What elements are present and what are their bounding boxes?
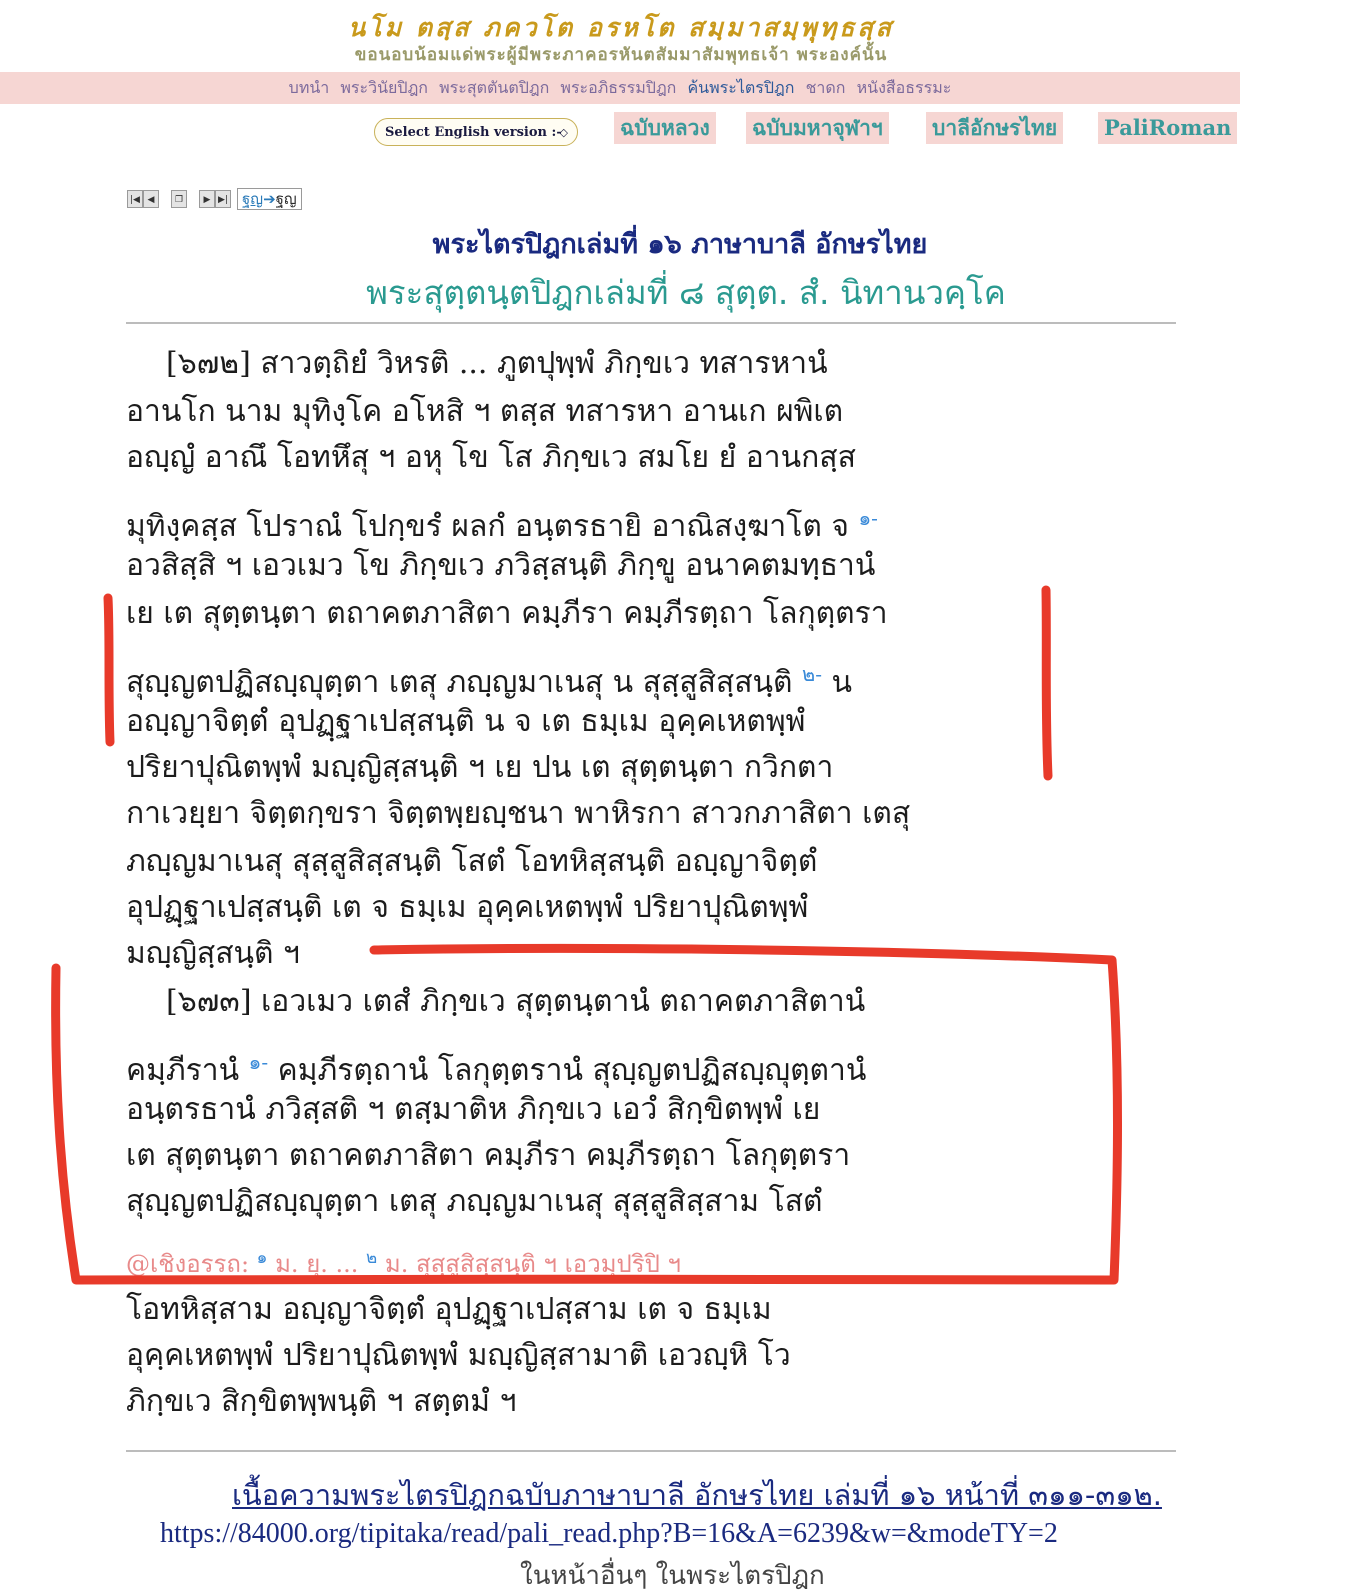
red-bracket-left: [108, 598, 110, 742]
footnote-number-1: ๑: [256, 1248, 268, 1268]
text-line: อวสิสฺสิ ฯ เอวเมว โข ภิกฺขเว ภวิสฺสนฺติ ภิกฺขู อนาคตมทฺธานํ: [126, 548, 876, 583]
chevron-updown-icon: ◇: [559, 126, 568, 139]
text-line: อุคฺคเหตพฺพํ ปริยาปุณิตพฺพํ มญฺญิสฺสามาติ เอวญฺหิ โว: [126, 1338, 791, 1373]
footnote-ref-1[interactable]: ๑-: [858, 506, 878, 530]
text-line: สุญฺญตปฏิสญฺญุตฺตา เตสุ ภญฺญมาเนสุ สุสฺสูสิสฺสาม โสตํ: [126, 1184, 823, 1219]
footnote-ref-2[interactable]: ๒-: [802, 662, 822, 686]
text-line: กาเวยฺยา จิตฺตกฺขรา จิตฺตพฺยญฺชนา พาหิรกา สาวกภาสิตา เตสุ: [126, 796, 911, 831]
text-line: อนฺตรธานํ ภวิสฺสติ ฯ ตสฺมาติห ภิกฺขเว เอวํ สิกฺขิตพฺพํ เย: [126, 1092, 821, 1127]
footnote-text-1: ม. ยุ. ...: [275, 1250, 359, 1278]
nav-suttanta[interactable]: พระสุตตันตปิฎก: [439, 78, 550, 97]
text-line: [๖๗๒] สาวตฺถิยํ วิหรติ ... ภูตปุพฺพํ ภิกฺขเว ทสารหานํ: [166, 346, 828, 381]
footnote-label: @เชิงอรรถ:: [126, 1250, 250, 1278]
nav-intro[interactable]: บทนำ: [288, 78, 330, 97]
text-segment: มุทิงฺคสฺส โปราณํ โปกฺขรํ ผลกํ อนฺตรธายิ อาณิสงฺฆาโต จ: [126, 509, 849, 544]
text-line: อานโก นาม มุทิงฺโค อโหสิ ฯ ตสฺส ทสารหา อานเก ผพิเต: [126, 394, 844, 429]
text-line: [126, 1042, 1126, 1091]
edition-pali-roman[interactable]: PaliRoman: [1098, 112, 1237, 144]
cut-off-text: ในหน้าอื่นๆ ในพระไตรปิฎก: [520, 1561, 825, 1591]
text-line: ภิกฺขเว สิกฺขิตพฺพนฺติ ฯ สตฺตมํ ฯ: [126, 1384, 517, 1419]
volume-subtitle: พระสุตฺตนฺตปิฎกเล่มที่ ๘ สุตฺต. สํ. นิทานวคฺโค: [366, 273, 1006, 312]
text-line: เต สุตฺตนฺตา ตถาคตภาสิตา คมฺภีรา คมฺภีรตฺถา โลกุตฺตรา: [126, 1138, 851, 1173]
footnote-text-2: ม. สุสฺสูสิสฺสนฺติ ฯ เอวมุปริปิ ฯ: [384, 1250, 681, 1278]
arrow-right-icon: ➔: [263, 190, 276, 208]
edition-pali-thai[interactable]: บาลีอักษรไทย: [926, 112, 1063, 144]
footnote-line: [126, 1244, 681, 1283]
script-from: ฐญ: [242, 190, 264, 208]
page-toolbar: [127, 188, 302, 210]
language-select[interactable]: [374, 118, 578, 146]
text-segment: คมฺภีรตฺถานํ โลกุตฺตรานํ สุญฺญตปฏิสญฺญุตฺตานํ: [277, 1053, 867, 1088]
text-line: อญฺญาจิตฺตํ อุปฏฺฐาเปสฺสนฺติ น จ เต ธมฺเม อุคฺคเหตพฺพํ: [126, 704, 806, 739]
text-line: อญฺญํ อาณึ โอทหึสุ ฯ อหุ โข โส ภิกฺขเว สมโย ยํ อานกสฺส: [126, 440, 856, 475]
nav-vinaya[interactable]: พระวินัยปิฎก: [340, 78, 428, 97]
text-line: มญฺญิสฺสนฺติ ฯ: [126, 936, 300, 971]
footnote-number-2: ๒: [366, 1248, 378, 1268]
language-select-value: Select English version :-: [385, 125, 562, 140]
divider-bottom: [126, 1450, 1176, 1452]
header-thai-homage: ขอนอบน้อมแด่พระผู้มีพระภาคอรหันตสัมมาสัมพุทธเจ้า พระองค์นั้น: [354, 45, 888, 65]
text-line: [126, 498, 1126, 547]
copy-icon[interactable]: ❐: [171, 190, 187, 208]
script-to: ฐญ: [275, 190, 297, 208]
edition-luang[interactable]: ฉบับหลวง: [614, 112, 716, 144]
text-segment: คมฺภีรานํ: [126, 1053, 240, 1088]
nav-jataka[interactable]: ชาดก: [805, 78, 846, 97]
text-line: โอทหิสฺสาม อญฺญาจิตฺตํ อุปฏฺฐาเปสฺสาม เต จ ธมฺเม: [126, 1292, 772, 1327]
text-line: ปริยาปุณิตพฺพํ มญฺญิสฺสนฺติ ฯ เย ปน เต สุตฺตนฺตา กวิกตา: [126, 750, 834, 785]
nav-abhidhamma[interactable]: พระอภิธรรมปิฎก: [560, 78, 677, 97]
header-pali-homage: นโม ตสฺส ภควโต อรหโต สมฺมาสมฺพุทฺธสฺส: [348, 13, 894, 42]
footnote-ref-1b[interactable]: ๑-: [248, 1050, 269, 1074]
source-citation-link[interactable]: เนื้อความพระไตรปิฎกฉบับภาษาบาลี อักษรไทย เล่มที่ ๑๖ หน้าที่ ๓๑๑-๓๑๒.: [232, 1478, 1162, 1512]
last-page-icon[interactable]: ▶|: [215, 190, 231, 208]
text-line: [๖๗๓] เอวเมว เตสํ ภิกฺขเว สุตฺตนฺตานํ ตถาคตภาสิตานํ: [166, 984, 866, 1019]
volume-title: พระไตรปิฎกเล่มที่ ๑๖ ภาษาบาลี อักษรไทย: [432, 229, 928, 260]
divider-top: [126, 322, 1176, 324]
first-page-icon[interactable]: |◀: [127, 190, 143, 208]
text-segment: น: [831, 665, 853, 700]
text-segment: สุญฺญตปฏิสญฺญุตฺตา เตสุ ภญฺญมาเนสุ น สุสฺสูสิสฺสนฺติ: [126, 665, 793, 700]
prev-page-icon[interactable]: ◀: [143, 190, 159, 208]
next-page-icon[interactable]: ▶: [199, 190, 215, 208]
nav-search[interactable]: ค้นพระไตรปิฎก: [687, 78, 795, 97]
text-line: อุปฏฺฐาเปสฺสนฺติ เต จ ธมฺเม อุคฺคเหตพฺพํ ปริยาปุณิตพฺพํ: [126, 890, 809, 925]
nav-books[interactable]: หนังสือธรรมะ: [856, 78, 952, 97]
text-line: เย เต สุตฺตนฺตา ตถาคตภาสิตา คมฺภีรา คมฺภีรตฺถา โลกุตฺตรา: [126, 596, 888, 631]
main-nav: [0, 72, 1240, 104]
script-convert-button[interactable]: [237, 188, 302, 210]
text-line: ภญฺญมาเนสุ สุสฺสูสิสฺสนฺติ โสตํ โอทหิสฺสนฺติ อญฺญาจิตฺตํ: [126, 844, 818, 879]
edition-mahachula[interactable]: ฉบับมหาจุฬาฯ: [746, 112, 889, 144]
text-line: [126, 654, 1126, 703]
source-url[interactable]: https://84000.org/tipitaka/read/pali_read.php?B=16&A=6239&w=&modeTY=2: [160, 1518, 1058, 1549]
